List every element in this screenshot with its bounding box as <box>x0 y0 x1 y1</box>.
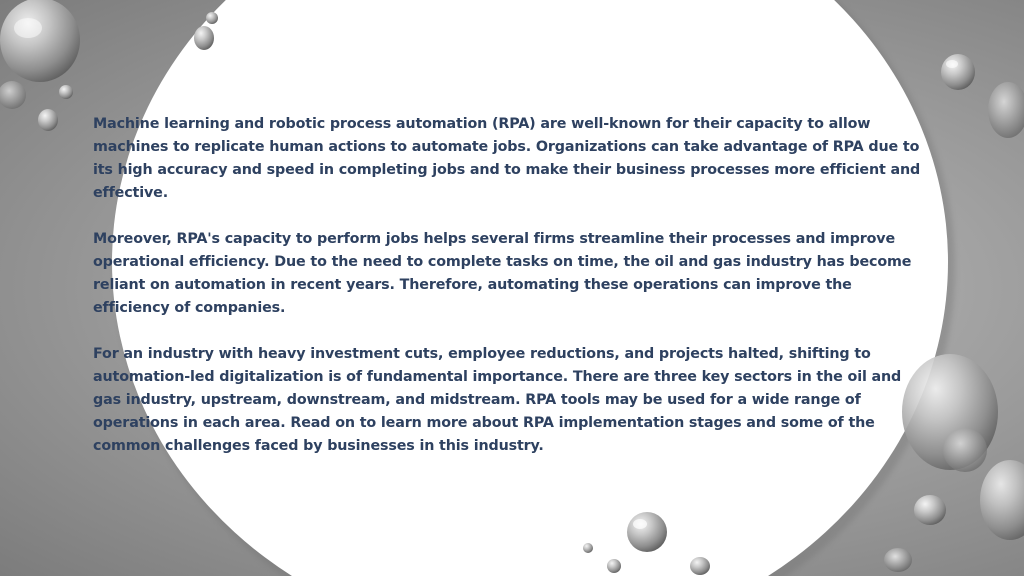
paragraph-2: Moreover, RPA's capacity to perform jobs helps several firms streamline their processes and improve operational efficiency. Due to the need to complete tasks on time, the oil and gas industry has become reliant on automation in recent years. Therefore, automating these operations can improve the efficiency of companies. <box>93 231 912 316</box>
droplet <box>988 82 1024 138</box>
droplet <box>0 0 80 82</box>
droplet <box>607 559 621 573</box>
droplet <box>627 512 667 552</box>
droplet <box>946 60 958 68</box>
droplet <box>914 495 946 525</box>
droplet <box>194 26 214 50</box>
slide-body <box>93 113 933 481</box>
droplet <box>943 428 987 472</box>
paragraph-3: For an industry with heavy investment cuts, employee reductions, and projects halted, shifting to automation-led digitalization is of fundamental importance. There are three key sectors in the oil and gas industry, upstream, downstream, and midstream. RPA tools may be used for a wide range of operations in each area. Read on to learn more about RPA implementation stages and some of the common challenges faced by businesses in this industry. <box>93 346 902 454</box>
droplet <box>583 543 593 553</box>
droplet <box>38 109 58 131</box>
droplet <box>884 548 912 572</box>
droplet <box>206 12 218 24</box>
droplet <box>14 18 42 38</box>
droplet <box>941 54 975 90</box>
droplet <box>633 519 647 529</box>
droplet <box>980 460 1024 540</box>
droplet <box>690 557 710 575</box>
droplet <box>59 85 73 99</box>
droplet <box>0 81 26 109</box>
paragraph-1: Machine learning and robotic process automation (RPA) are well-known for their capacity to allow machines to replicate human actions to automate jobs. Organizations can take advantage of RPA due to its high accuracy and speed in completing jobs and to make their business processes more efficient and effective. <box>93 116 921 201</box>
